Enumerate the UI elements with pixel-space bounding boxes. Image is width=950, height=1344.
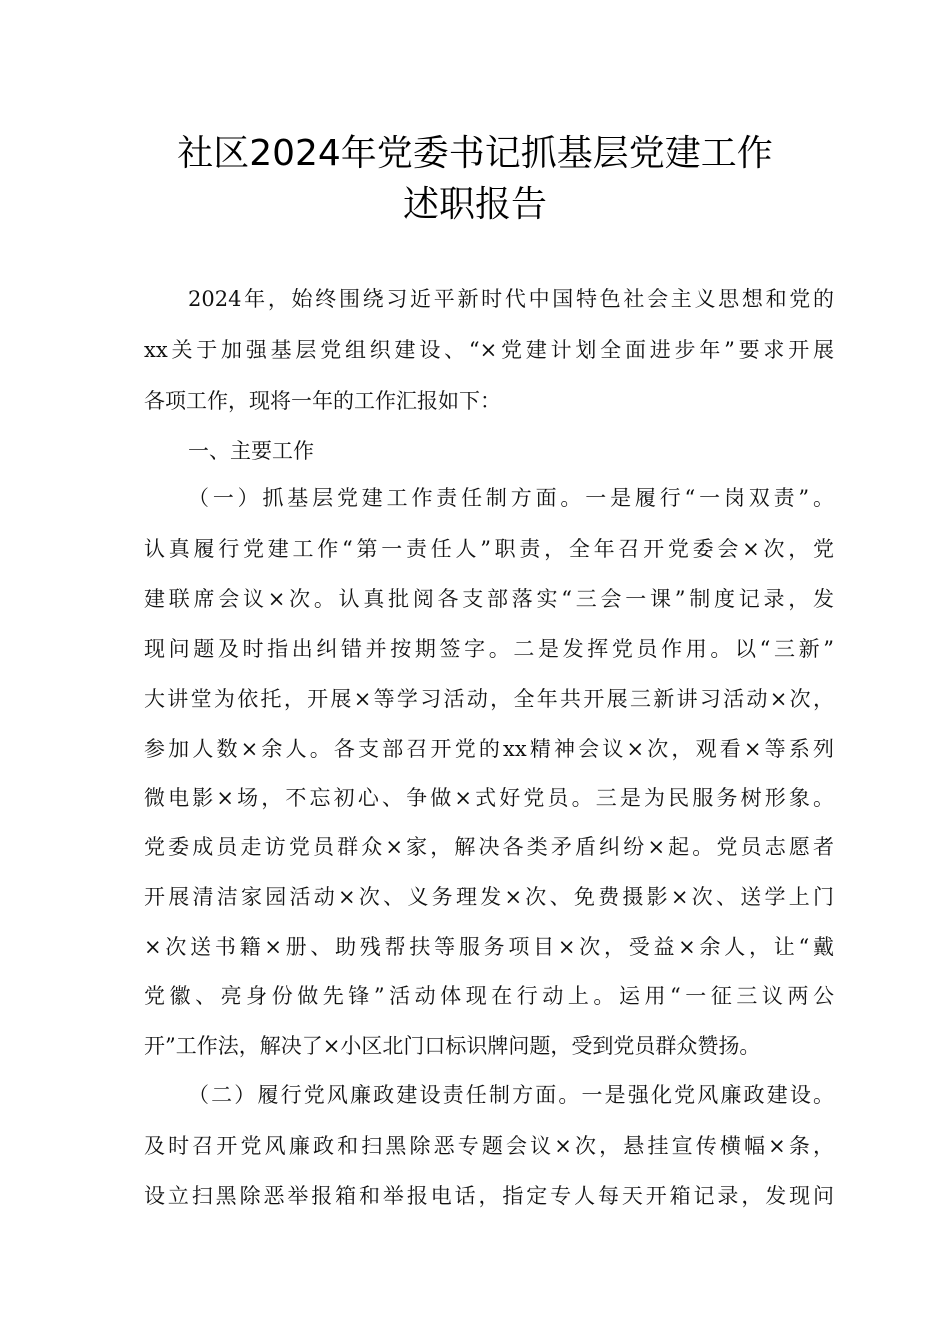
paragraph-line: 现问题及时指出纠错并按期签字。二是发挥党员作用。以“三新”	[144, 637, 834, 661]
paragraph-line: 党委成员走访党员群众×家，解决各类矛盾纠纷×起。党员志愿者	[144, 835, 834, 859]
paragraph-line: （二）履行党风廉政建设责任制方面。一是强化党风廉政建设。	[188, 1083, 834, 1107]
document-title-line-1: 社区2024年党委书记抓基层党建工作	[177, 133, 773, 174]
paragraph-line: 微电影×场，不忘初心、争做×式好党员。三是为民服务树形象。	[144, 786, 834, 810]
paragraph-line: 建联席会议×次。认真批阅各支部落实“三会一课”制度记录，发	[144, 587, 834, 611]
paragraph-line: 开展清洁家园活动×次、义务理发×次、免费摄影×次、送学上门	[144, 885, 834, 909]
paragraph-line: （一）抓基层党建工作责任制方面。一是履行“一岗双责”。	[188, 486, 834, 510]
document-title-line-2: 述职报告	[402, 184, 547, 225]
paragraph-line: 各项工作，现将一年的工作汇报如下：	[144, 389, 501, 413]
paragraph-line: xx关于加强基层党组织建设、“×党建计划全面进步年”要求开展	[144, 338, 834, 362]
paragraph-line: 设立扫黑除恶举报箱和举报电话，指定专人每天开箱记录，发现问	[144, 1184, 834, 1208]
paragraph-line: ×次送书籍×册、助残帮扶等服务项目×次，受益×余人，让“戴	[144, 935, 834, 959]
paragraph-line: 2024年，始终围绕习近平新时代中国特色社会主义思想和党的	[188, 287, 834, 311]
paragraph-line: 大讲堂为依托，开展×等学习活动，全年共开展三新讲习活动×次，	[144, 687, 834, 711]
paragraph-line: 党徽、亮身份做先锋”活动体现在行动上。运用“一征三议两公	[144, 984, 834, 1008]
paragraph-line: 及时召开党风廉政和扫黑除恶专题会议×次，悬挂宣传横幅×条，	[144, 1134, 834, 1158]
paragraph-line: 开”工作法，解决了×小区北门口标识牌问题，受到党员群众赞扬。	[144, 1034, 761, 1058]
section-heading: 一、主要工作	[188, 439, 314, 463]
paragraph-line: 认真履行党建工作“第一责任人”职责，全年召开党委会×次，党	[144, 537, 834, 561]
paragraph-line: 参加人数×余人。各支部召开党的xx精神会议×次，观看×等系列	[144, 737, 834, 761]
